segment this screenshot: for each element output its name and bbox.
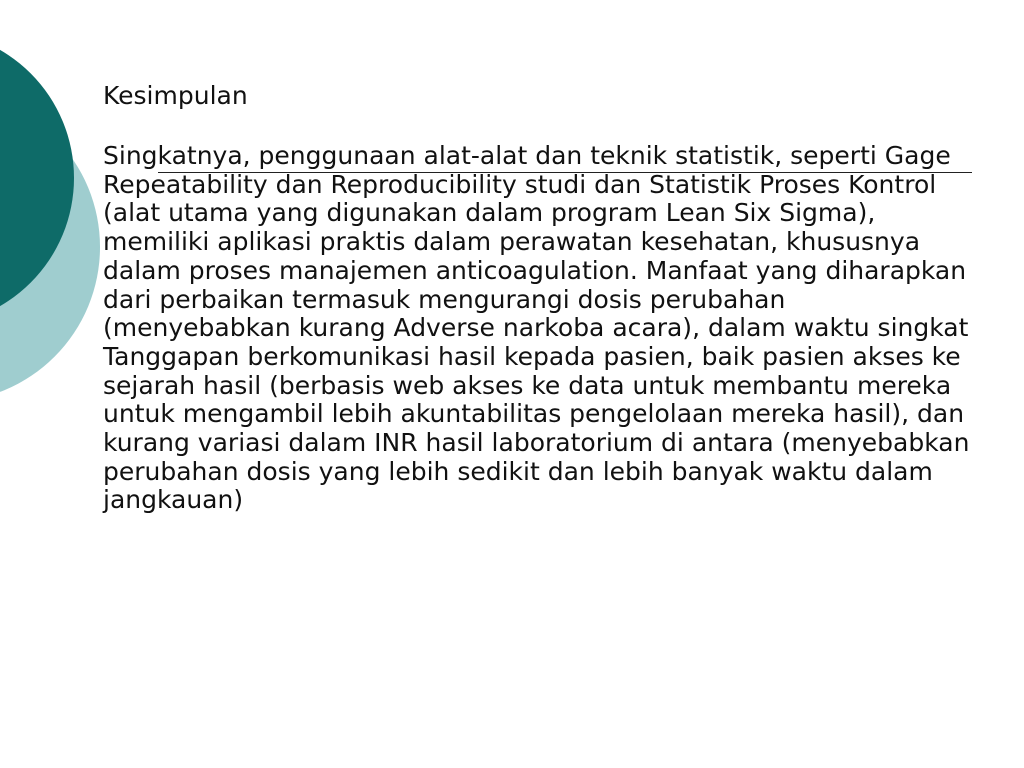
slide-content xyxy=(103,80,973,515)
slide-body-text: Singkatnya, penggunaan alat-alat dan teknik statistik, seperti Gage Repeatability dan Reproducibility studi dan Statistik Proses Kontrol (alat utama yang digunakan dalam program Lean Six Sigma), memiliki aplikasi praktis dalam perawatan kesehatan, khususnya dalam proses manajemen anticoagulation. Manfaat yang diharapkan dari perbaikan termasuk mengurangi dosis perubahan (menyebabkan kurang Adverse narkoba acara), dalam waktu singkat Tanggapan berkomunikasi hasil kepada pasien, baik pasien akses ke sejarah hasil (berbasis web akses ke data untuk membantu mereka untuk mengambil lebih akuntabilitas pengelolaan mereka hasil), dan kurang variasi dalam INR hasil laboratorium di antara (menyebabkan perubahan dosis yang lebih sedikit dan lebih banyak waktu dalam jangkauan) xyxy=(103,141,970,515)
slide-heading: Kesimpulan xyxy=(103,81,248,110)
